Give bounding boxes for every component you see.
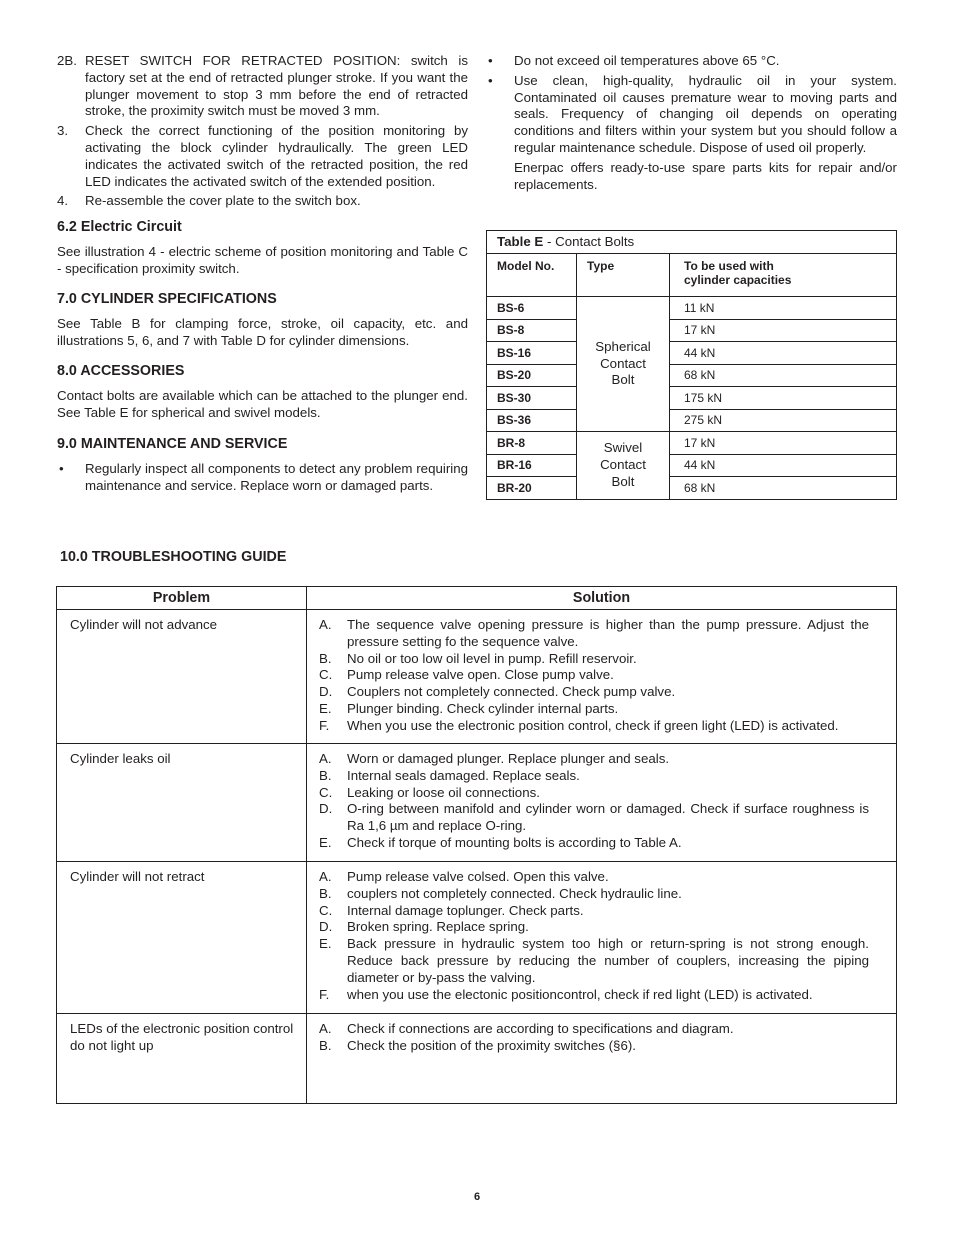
column-header-capacity-line1: To be used with (684, 259, 774, 273)
solution-text: Internal seals damaged. Replace seals. (347, 767, 580, 783)
table-row (57, 744, 897, 862)
solution-text: Broken spring. Replace spring. (347, 919, 529, 935)
solution-item (319, 1021, 869, 1038)
table-row (487, 432, 897, 455)
table-row (487, 342, 897, 365)
solution-text: couplers not completely connected. Check hydraulic line. (347, 885, 682, 901)
solution-letter: A. (319, 869, 332, 884)
solution-text: Pump release valve open. Close pump valve. (347, 667, 614, 683)
type-label-line1: Swivel (603, 440, 643, 456)
table-row (57, 610, 897, 744)
solution-item (319, 684, 869, 701)
solution-text: Back pressure in hydraulic system too high or return-spring is not strong enough. Reduce back pressure by reducing the number of couplers, increasing the piping diameter or by-pass the valving. (347, 936, 869, 985)
section-paragraph: Contact bolts are available which can be attached to the plunger end. See Table E for spherical and swivel models. (57, 388, 468, 421)
model-cell: BS-16 (487, 342, 577, 365)
item-number: 2B. (57, 53, 77, 68)
model-cell: BR-16 (487, 454, 577, 477)
section-heading-cylinder-specifications: 7.0 CYLINDER SPECIFICATIONS (57, 290, 277, 307)
solution-letter: C. (319, 667, 333, 683)
column-header-capacity (670, 254, 897, 297)
solution-text: Worn or damaged plunger. Replace plunger and seals. (347, 751, 670, 766)
solution-cell (307, 744, 897, 862)
model-cell: BS-20 (487, 364, 577, 387)
list-item (57, 123, 468, 190)
table-row (487, 477, 897, 500)
solution-item (319, 903, 869, 920)
model-cell: BS-30 (487, 387, 577, 410)
bullet-item (486, 53, 897, 70)
column-header-problem: Problem (57, 587, 307, 610)
table-caption-title: - Contact Bolts (543, 234, 635, 249)
bullet-mark: • (488, 72, 493, 88)
bullet-mark: • (488, 53, 493, 68)
table-header-row (57, 587, 897, 610)
model-cell: BS-6 (487, 297, 577, 320)
column-header-type: Type (577, 254, 670, 297)
table-row (487, 319, 897, 342)
solution-item (319, 1038, 869, 1055)
solution-letter: B. (319, 885, 332, 901)
section-paragraph: See illustration 4 - electric scheme of position monitoring and Table C - specification proximity switch. (57, 244, 468, 276)
capacity-cell: 68 kN (670, 477, 897, 500)
table-row (487, 454, 897, 477)
list-item (57, 193, 468, 210)
table-row (487, 297, 897, 320)
type-label-line2: Contact Bolt (600, 456, 646, 489)
table-caption-label: Table E (497, 234, 544, 249)
bullet-mark: • (59, 460, 64, 476)
bullet-item (486, 73, 897, 194)
solution-item (319, 987, 869, 1004)
solution-text: Check the position of the proximity switches (§6). (347, 1037, 636, 1053)
table-row (487, 364, 897, 387)
capacity-cell: 17 kN (670, 432, 897, 455)
solution-item (319, 919, 869, 936)
list-item (57, 53, 468, 120)
solution-letter: E. (319, 936, 332, 952)
table-caption (487, 231, 897, 254)
column-header-capacity-line2: cylinder capacities (684, 273, 792, 287)
solution-text: Check if torque of mounting bolts is according to Table A. (347, 834, 682, 850)
solution-item (319, 701, 869, 718)
solution-text: Couplers not completely connected. Check pump valve. (347, 684, 676, 700)
solution-text: The sequence valve opening pressure is higher than the pump pressure. Adjust the pressure setting fo the sequence valve. (347, 617, 869, 649)
solution-letter: C. (319, 784, 333, 800)
item-number: 4. (57, 193, 69, 209)
capacity-cell: 44 kN (670, 342, 897, 365)
solution-letter: F. (319, 986, 330, 1002)
solution-item (319, 651, 869, 668)
solution-item (319, 667, 869, 684)
problem-cell: Cylinder leaks oil (57, 744, 307, 862)
solution-text: Check if connections are according to specifications and diagram. (347, 1021, 734, 1036)
table-row (57, 862, 897, 1014)
solution-letter: A. (319, 751, 332, 766)
solution-letter: F. (319, 717, 330, 733)
solution-letter: A. (319, 617, 332, 632)
solution-letter: C. (319, 902, 333, 918)
solution-letter: B. (319, 650, 332, 666)
section-heading-troubleshooting: 10.0 TROUBLESHOOTING GUIDE (60, 549, 287, 565)
solution-text: No oil or too low oil level in pump. Refill reservoir. (347, 650, 637, 666)
bullet-text: Do not exceed oil temperatures above 65 °C. (514, 53, 780, 68)
model-cell: BR-20 (487, 477, 577, 500)
capacity-cell: 175 kN (670, 387, 897, 410)
type-cell-spherical (577, 297, 670, 432)
solution-item (319, 801, 869, 835)
solution-text: When you use the electronic position control, check if green light (LED) is activated. (347, 717, 839, 733)
solution-item (319, 751, 869, 768)
problem-cell: Cylinder will not retract (57, 862, 307, 1014)
solution-letter: D. (319, 684, 333, 700)
bullet-extra-text: Enerpac offers ready-to-use spare parts kits for repair and/or replacements. (514, 159, 897, 192)
section-heading-accessories: 8.0 ACCESSORIES (57, 363, 185, 380)
model-cell: BS-8 (487, 319, 577, 342)
solution-cell (307, 610, 897, 744)
solution-text: O-ring between manifold and cylinder worn or damaged. Check if surface roughness is Ra 1,6 µm and replace O-ring. (347, 801, 869, 834)
bullet-item (57, 461, 468, 495)
solution-item (319, 936, 869, 986)
column-header-model: Model No. (487, 254, 577, 297)
model-cell: BR-8 (487, 432, 577, 455)
solution-item (319, 869, 869, 886)
solution-item (319, 886, 869, 903)
solution-text: Pump release valve colsed. Open this valve. (347, 869, 609, 884)
solution-item (319, 835, 869, 852)
item-text: Check the correct functioning of the position monitoring by activating the block cylinder hydraulically. The green LED indicates the activated switch of the retracted position, the red LED indicates the activated switch of the extended position. (85, 123, 468, 189)
solution-letter: D. (319, 801, 333, 817)
contact-bolts-table (486, 230, 897, 500)
solution-cell (307, 1014, 897, 1104)
bullet-text: Use clean, high-quality, hydraulic oil in your system. Contaminated oil causes premature wear to moving parts and seals. Frequency of changing oil depends on operating conditions and filters within your system but you should follow a regular maintenance schedule. Dispose of used oil properly. (514, 72, 897, 155)
bullet-text-block (514, 73, 897, 194)
page-number: 6 (473, 1191, 481, 1203)
capacity-cell: 11 kN (670, 297, 897, 320)
solution-text: Plunger binding. Check cylinder internal parts. (347, 700, 619, 716)
item-text: Re-assemble the cover plate to the switch box. (85, 193, 361, 209)
capacity-cell: 68 kN (670, 364, 897, 387)
type-label-line1: Spherical (595, 338, 651, 354)
solution-letter: E. (319, 834, 332, 850)
solution-item (319, 768, 869, 785)
left-column (57, 53, 468, 495)
solution-item (319, 785, 869, 802)
problem-cell: LEDs of the electronic position control do not light up (57, 1014, 307, 1104)
solution-letter: B. (319, 1037, 332, 1053)
table-row (487, 387, 897, 410)
capacity-cell: 44 kN (670, 454, 897, 477)
table-header-row (487, 254, 897, 297)
solution-text: Leaking or loose oil connections. (347, 784, 540, 800)
solution-letter: A. (319, 1021, 332, 1036)
model-cell: BS-36 (487, 409, 577, 432)
solution-letter: B. (319, 767, 332, 783)
right-column (486, 53, 897, 193)
item-text: RESET SWITCH FOR RETRACTED POSITION: switch is factory set at the end of retracted plunger stroke. If you want the plunger movement to stop 3 mm before the end of retracted stroke, the proximity switch must be moved 3 mm. (85, 53, 468, 119)
bullet-text: Regularly inspect all components to detect any problem requiring maintenance and service. Replace worn or damaged parts. (85, 460, 468, 493)
problem-cell: Cylinder will not advance (57, 610, 307, 744)
solution-text: when you use the electonic positioncontrol, check if red light (LED) is activated. (347, 986, 813, 1002)
troubleshooting-table (56, 586, 897, 1104)
solution-cell (307, 862, 897, 1014)
type-cell-swivel (577, 432, 670, 500)
section-heading-maintenance: 9.0 MAINTENANCE AND SERVICE (57, 435, 288, 452)
solution-letter: D. (319, 919, 333, 935)
table-row (487, 409, 897, 432)
capacity-cell: 17 kN (670, 319, 897, 342)
type-label-line2: Contact Bolt (600, 355, 646, 388)
column-header-solution: Solution (307, 587, 897, 610)
solution-letter: E. (319, 700, 332, 716)
table-caption-row (487, 231, 897, 254)
section-paragraph: See Table B for clamping force, stroke, oil capacity, etc. and illustrations 5, 6, and 7 with Table D for cylinder dimensions. (57, 315, 468, 348)
solution-text: Internal damage toplunger. Check parts. (347, 902, 584, 918)
solution-item (319, 718, 869, 735)
section-heading-electric-circuit: 6.2 Electric Circuit (57, 219, 182, 236)
item-number: 3. (57, 123, 69, 139)
table-row (57, 1014, 897, 1104)
capacity-cell: 275 kN (670, 409, 897, 432)
solution-item (319, 617, 869, 651)
